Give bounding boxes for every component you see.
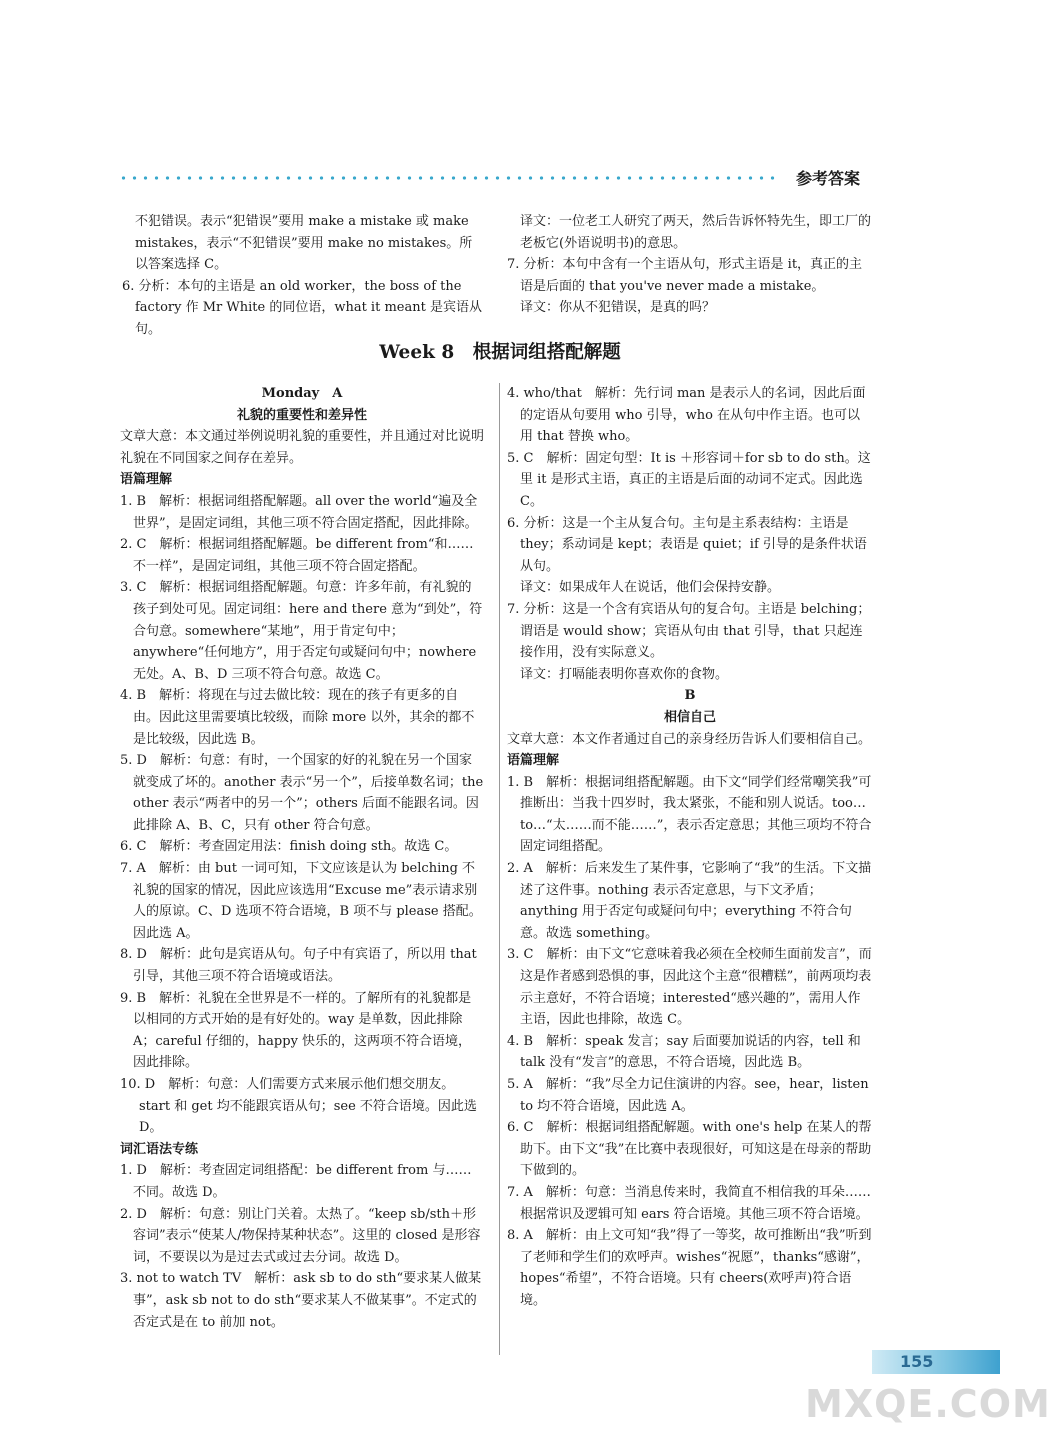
continuation-text: 不犯错误。表示“犯错误”要用 make a mistake 或 make mistakes，表示“不犯错误”要用 make no mistakes。所以答案选择 C。 [135,214,473,273]
passage-summary: 文章大意：本文作者通过自己的亲身经历告诉人们要相信自己。 [507,731,872,747]
answer-item: 6. 分析：这是一个主从复合句。主句是主系表结构：主语是 they；系动词是 kept；表语是 quiet；if 引导的是条件状语从句。 [507,515,867,574]
column-divider [499,383,500,1355]
answer-item: 2. D 解析：句意：别让门关着。太热了。“keep sb/sth＋形容词”表示“使某人/物保持某种状态”。这里的 closed 是形容词，不要误以为是过去式或过去分词。故选 D。 [120,1206,481,1265]
answer-item: 4. B 解析：speak 发言；say 后面要加说话的内容，tell 和 talk 没有“发言”的意思，不符合语境，因此选 B。 [507,1033,861,1071]
answer-item: 8. A 解析：由上文可知“我”得了一等奖，故可推断出“我”听到了老师和学生们的欢呼声。wishes“祝愿”，thanks“感谢”，hopes“希望”，不符合语境。只有 cheers(欢呼声)符合语境。 [507,1228,872,1308]
header-title: 参考答案 [796,169,861,188]
answer-item: 6. C 解析：根据词组搭配解题。with one's help 在某人的帮助下。由下文“我”在比赛中表现很好，可知这是在母亲的帮助下做到的。 [507,1120,872,1179]
top-right-column [507,211,871,319]
section-label: 词汇语法专练 [120,1141,199,1157]
answer-item: 4. who/that 解析：先行词 man 是表示人的名词，因此后面的定语从句要用 who 引导，who 在从句中作主语。也可以用 that 替换 who。 [507,386,866,445]
passage-subtitle: 礼貌的重要性和差异性 [236,407,367,423]
top-left-column [122,211,484,341]
answer-item: 1. B 解析：根据词组搭配解题。由下文“同学们经常嘲笑我”可推断出：当我十四岁时，我太紧张，不能和别人说话。too…to…“太……而不能……”，表示否定意思；其他三项均不符合固定词组搭配。 [507,774,872,855]
answer-item: 10. D 解析：句意：人们需要方式来展示他们想交朋友。start 和 get 均不能跟宾语从句；see 不符合语境。因此选 D。 [120,1077,477,1136]
passage-summary: 文章大意：本文通过举例说明礼貌的重要性，并且通过对比说明礼貌在不同国家之间存在差异。 [120,429,485,466]
week-heading [0,338,1000,364]
answer-item: 3. C 解析：由下文“它意味着我必须在全校师生面前发言”，而这是作者感到恐惧的事，因此这个主意“很糟糕”，前两项均表示主意好，不符合语境；interested“感兴趣的”，需用人作主语，因此也排除，故选 C。 [507,947,872,1028]
translation-text: 译文：如果成年人在说话，他们会保持安静。 [520,580,781,596]
left-column [120,383,484,1333]
answer-item: 2. A 解析：后来发生了某件事，它影响了“我”的生活。下文描述了这件事。nothing 表示否定意思，与下文矛盾；anything 用于否定句或疑问句中；everything 不符合句意。故选 something。 [507,861,872,941]
week-topic: 根据词组搭配解题 [472,342,621,363]
answer-item: 4. B 解析：将现在与过去做比较：现在的孩子有更多的自由。因此这里需要填比较级，而除 more 以外，其余的都不是比较级，因此选 B。 [120,688,475,747]
answer-item: 1. B 解析：根据词组搭配解题。all over the world“遍及全世界”，是固定词组，其他三项不符合固定搭配，因此排除。 [120,493,478,531]
answer-item: 8. D 解析：此句是宾语从句。句子中有宾语了，所以用 that 引导，其他三项不符合语境或语法。 [120,947,477,985]
answer-item: 5. D 解析：句意：有时，一个国家的好的礼貌在另一个国家就变成了坏的。another 表示“另一个”，后接单数名词；the other 表示“两者中的另一个”；others 后面不能跟名词。因此排除 A、B、C，只有 other 符合句意。 [120,753,484,833]
section-label: 语篇理解 [507,753,560,769]
page-number-band [872,1350,1000,1374]
header-dotted-rule [118,176,778,180]
week-label: Week 8 [379,342,455,363]
section-label: 语篇理解 [120,472,173,488]
answer-item: 7. A 解析：由 but 一词可知，下文应该是认为 belching 不礼貌的国家的情况，因此应该选用“Excuse me”表示请求别人的原谅。C、D 选项不符合语境，B 项不与 please 搭配。因此选 A。 [120,861,482,941]
answer-item: 3. not to watch TV 解析：ask sb to do sth“要求某人做某事”，ask sb not to do sth“要求某人不做某事”。不定式的否定式是在 to 前加 not。 [120,1271,482,1330]
answer-item: 2. C 解析：根据词组搭配解题。be different from“和……不一样”，是固定词组，其他三项不符合固定搭配。 [120,537,474,574]
answer-item: 9. B 解析：礼貌在全世界是不一样的。了解所有的礼貌都是以相同的方式开始的是有好处的。way 是单数，因此排除 A；careful 仔细的，happy 快乐的，这两项不符合语境，因此排除。 [120,990,472,1071]
answer-item: 5. A 解析：“我”尽全力记住演讲的内容。see，hear，listen to 均不符合语境，因此选 A。 [507,1077,869,1114]
answer-item: 6. 分析：本句的主语是 an old worker，the boss of the factory 作 Mr White 的同位语，what it meant 是宾语从句。 [122,278,482,337]
answer-item: 7. 分析：这是一个含有宾语从句的复合句。主语是 belching；谓语是 would show；宾语从句由 that 引导，that 只起连接作用，没有实际意义。 [507,601,871,661]
passage-subtitle: 相信自己 [663,709,716,725]
answer-item: 3. C 解析：根据词组搭配解题。句意：许多年前，有礼貌的孩子到处可见。固定词组：here and there 意为“到处”，符合句意。somewhere“某地”，用于肯定句中；anywhere“任何地方”，用于否定句或疑问句中；nowhere 无处。A、B、D 三项不符合句意。故选 C。 [120,580,483,682]
answer-item: 7. 分析：本句中含有一个主语从句，形式主语是 it，真正的主语是后面的 that you've never made a mistake。 [507,257,863,294]
right-column [507,383,873,1312]
page-number: 155 [900,1352,934,1371]
watermark: MXQE.COM [805,1382,1051,1426]
answer-item: 7. A 解析：句意：当消息传来时，我简直不相信我的耳朵……根据常识及逻辑可知 ears 符合语境。其他三项不符合语境。 [507,1184,871,1222]
day-heading: Monday A [261,386,343,401]
translation-text: 译文：一位老工人研究了两天，然后告诉怀特先生，即工厂的老板它(外语说明书)的意思。 [520,214,872,251]
translation-text: 译文：你从不犯错误，是真的吗？ [520,300,716,316]
answer-item: 6. C 解析：考查固定用法：finish doing sth。故选 C。 [120,839,458,855]
translation-text: 译文：打嗝能表明你喜欢你的食物。 [520,666,729,682]
answer-item: 5. C 解析：固定句型：It is ＋形容词＋for sb to do sth。这里 it 是形式主语，真正的主语是后面的动词不定式。因此选 C。 [507,450,871,509]
part-heading: B [684,688,696,704]
answer-item: 1. D 解析：考查固定词组搭配：be different from 与……不同。故选 D。 [120,1163,472,1200]
